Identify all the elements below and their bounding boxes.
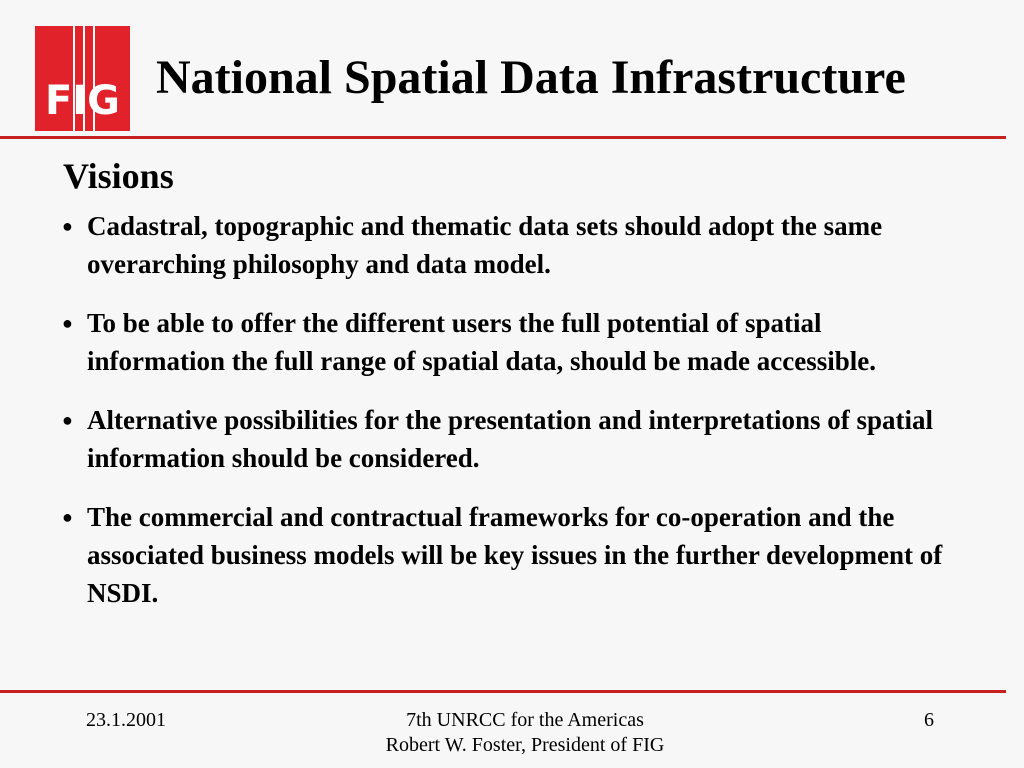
bullet-text: The commercial and contractual frameworks for co-operation and the associated business models will be key issues in the further development of NSDI.	[87, 502, 943, 608]
bullet-dot-icon: ●	[62, 410, 73, 430]
footer-event-info	[312, 708, 738, 758]
footer-divider	[0, 690, 1006, 693]
footer-date: 23.1.2001	[86, 709, 166, 731]
fig-logo	[35, 26, 130, 131]
section-heading: Visions	[63, 156, 174, 196]
bullet-text: Cadastral, topographic and thematic data sets should adopt the same overarching philosophy and data model.	[87, 211, 883, 279]
bullet-list	[62, 207, 962, 633]
bullet-dot-icon: ●	[62, 313, 73, 333]
bullet-dot-icon: ●	[62, 507, 73, 527]
bullet-item	[62, 207, 962, 283]
bullet-text: To be able to offer the different users the full potential of spatial information the full range of spatial data, should be made accessible.	[87, 308, 877, 376]
bullet-item	[62, 401, 962, 477]
slide-title: National Spatial Data Infrastructure	[156, 51, 906, 104]
bullet-dot-icon: ●	[62, 216, 73, 236]
bullet-item	[62, 498, 962, 612]
footer-event: 7th UNRCC for the Americas	[406, 709, 644, 731]
logo-text: FIG	[44, 78, 121, 124]
page-number: 6	[924, 709, 934, 731]
footer-presenter: Robert W. Foster, President of FIG	[385, 734, 665, 756]
bullet-text: Alternative possibilities for the presentation and interpretations of spatial information should be considered.	[87, 405, 933, 473]
title-divider	[0, 136, 1006, 139]
bullet-item	[62, 304, 962, 380]
